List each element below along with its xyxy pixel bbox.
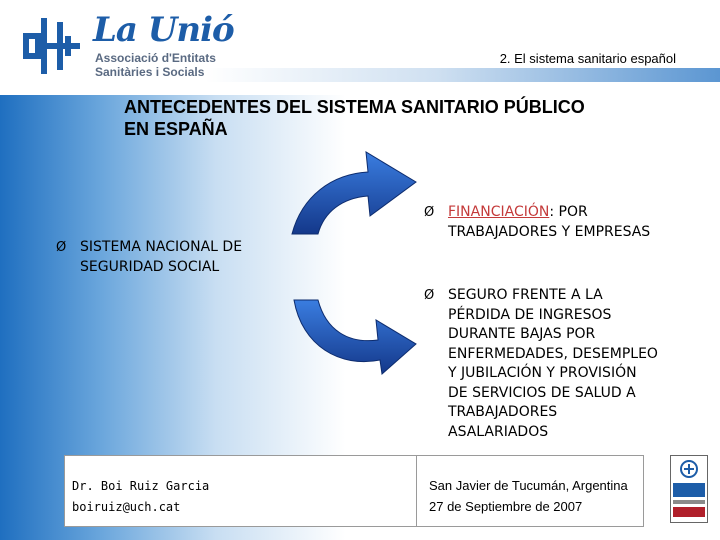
slide-title-line1: ANTECEDENTES DEL SISTEMA SANITARIO PÚBLICO [124, 97, 585, 117]
seguro-line: TRABAJADORES [448, 404, 558, 420]
footer-date: 27 de Septiembre de 2007 [429, 499, 583, 514]
seguro-line: DURANTE BAJAS POR [448, 326, 596, 342]
seguro-line: ASALARIADOS [448, 423, 549, 440]
logo-subtitle-line2: Sanitàries i Socials [95, 65, 205, 79]
bullet-arrow-icon: Ø [424, 288, 435, 303]
seguro-line: PÉRDIDA DE INGRESOS [448, 306, 612, 323]
logo-subtitle-line1: Associació d'Entitats [95, 51, 216, 65]
slide-title [124, 96, 585, 140]
financing-line1 [424, 203, 650, 223]
certification-badge-icon [670, 455, 708, 523]
top-cycle-arrow-icon [292, 152, 416, 234]
seguro-line: DE SERVICIOS DE SALUD A [448, 384, 636, 401]
section-title: 2. El sistema sanitario español [499, 51, 676, 66]
footer-box [64, 455, 644, 527]
financing-line2: TRABAJADORES Y EMPRESAS [448, 223, 651, 240]
seguro-line: ENFERMEDADES, DESEMPLEO [448, 345, 658, 362]
seguro-line: SEGURO FRENTE A LA [448, 287, 603, 303]
logo-name: La Unió [93, 10, 234, 50]
left-item-line1: SISTEMA NACIONAL DE [80, 239, 243, 255]
footer-divider [416, 456, 417, 526]
left-list-item [56, 238, 242, 277]
bullet-arrow-icon: Ø [424, 205, 435, 220]
cycle-arrows [236, 148, 426, 448]
seguro-line: Y JUBILACIÓN Y PROVISIÓN [448, 365, 637, 381]
seguro-list-item [424, 286, 658, 442]
bullet-arrow-icon: Ø [56, 240, 67, 255]
financing-label: FINANCIACIÓN [448, 204, 550, 220]
bottom-cycle-arrow-icon [294, 300, 416, 374]
logo-subtitle [95, 51, 216, 79]
header-bar [205, 68, 720, 82]
la-unio-logo-icon [18, 12, 86, 80]
financing-list-item [424, 203, 650, 242]
footer-place: San Javier de Tucumán, Argentina [429, 478, 628, 493]
footer-email: boiruiz@uch.cat [72, 500, 181, 514]
footer-author: Dr. Boi Ruiz Garcia [72, 479, 210, 493]
slide-title-line2: EN ESPAÑA [124, 119, 228, 139]
left-item-line2: SEGURIDAD SOCIAL [80, 258, 220, 275]
financing-rest: : POR [549, 204, 588, 220]
